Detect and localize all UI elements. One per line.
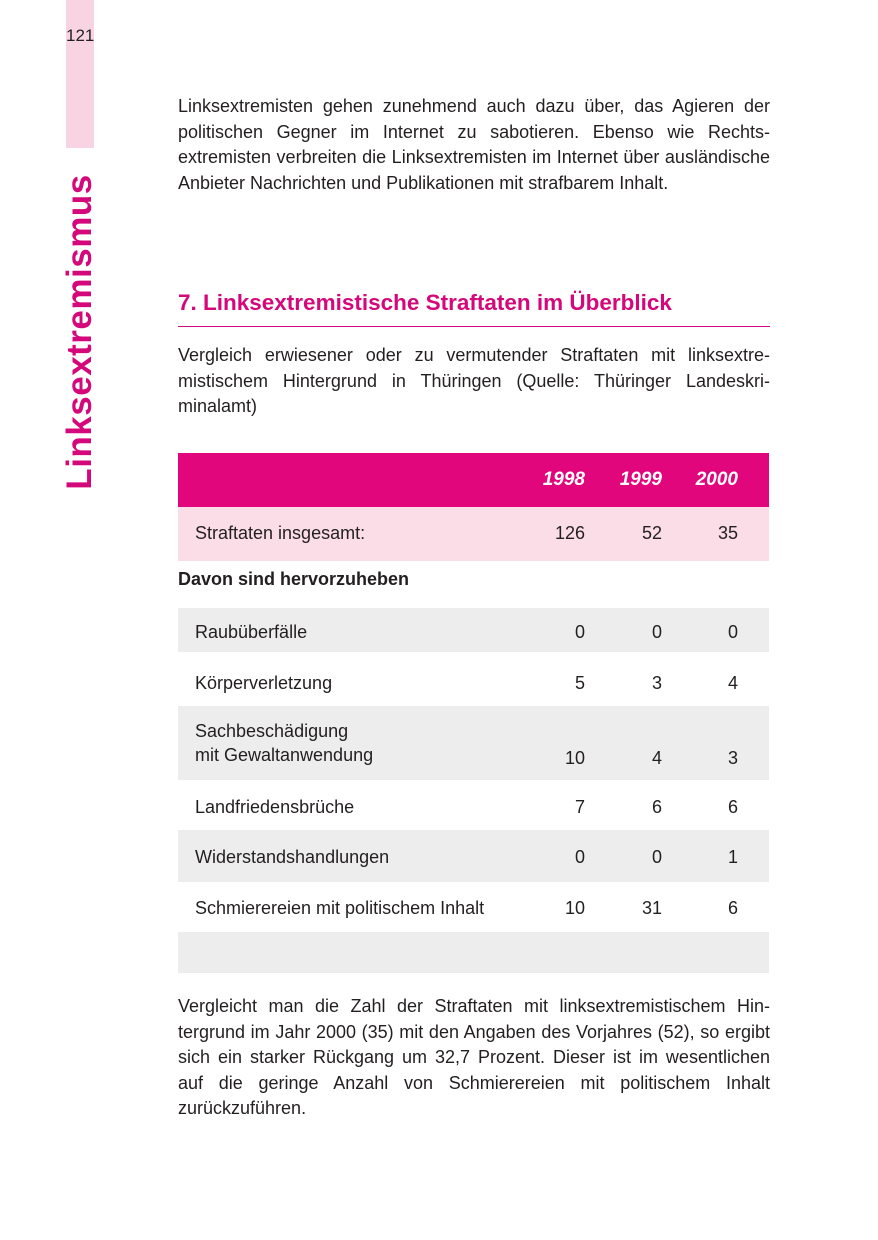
value-1999: 0 <box>651 847 662 867</box>
table-row <box>178 882 769 932</box>
value-2000: 3 <box>727 748 738 768</box>
page-number: 121 <box>66 26 95 45</box>
table-row <box>178 652 769 706</box>
row-label <box>195 719 373 767</box>
row-label-line-2: mit Gewaltanwendung <box>195 745 374 765</box>
value-1998: 5 <box>574 673 585 693</box>
value-1999: 6 <box>651 797 662 817</box>
value-1999: 0 <box>651 622 662 642</box>
row-label: Widerstandshandlungen <box>195 847 390 867</box>
row-label: Landfriedensbrüche <box>195 797 355 817</box>
table-header-row <box>178 453 769 507</box>
value-1998: 10 <box>564 748 585 768</box>
row-label: Körperverletzung <box>195 673 333 693</box>
total-1999: 52 <box>641 523 662 543</box>
value-2000: 1 <box>727 847 738 867</box>
value-1999: 4 <box>651 748 662 768</box>
value-2000: 6 <box>727 898 738 918</box>
row-label: Schmierereien mit politischem Inhalt <box>195 898 485 918</box>
value-2000: 4 <box>727 673 738 693</box>
value-1998: 10 <box>564 898 585 918</box>
value-1998: 0 <box>574 847 585 867</box>
intro-paragraph: Linksextremisten gehen zunehmend auch dazu über, das Agieren der politischen Gegner im Internet zu sabotieren. Ebenso wie Rechtsextremisten verbreiten die Linksextremisten im Internet über ausländische Anbieter Nachrichten und Publikationen mit strafbarem Inhalt. <box>178 96 770 193</box>
section-title-vertical: Linksextremismus <box>60 174 99 490</box>
total-row <box>178 507 769 561</box>
section-heading: 7. Linksextremistische Straftaten im Überblick <box>178 290 770 327</box>
year-header-1999: 1999 <box>619 469 662 490</box>
table-row <box>178 830 769 882</box>
value-2000: 6 <box>727 797 738 817</box>
row-label: Raubüberfälle <box>195 622 308 642</box>
table-subheading: Davon sind hervorzuheben <box>178 569 410 589</box>
total-2000: 35 <box>717 523 738 543</box>
total-label: Straftaten insgesamt: <box>195 523 366 543</box>
year-header-1998: 1998 <box>542 469 585 490</box>
table-row <box>178 706 769 780</box>
value-1998: 0 <box>574 622 585 642</box>
conclusion-paragraph: Vergleicht man die Zahl der Straftaten mit linksextremistischem Hintergrund im Jahr 2000 (35) mit den Angaben des Vorjahres (52), so ergibt sich ein starker Rückgang um 32,7 Prozent. Dieser ist im wesentlichen auf die geringe Anzahl von Schmierereien mit politischem Inhalt zurückzuführen. <box>178 996 770 1118</box>
value-1999: 31 <box>641 898 662 918</box>
table-footer-spacer <box>178 932 769 973</box>
value-1998: 7 <box>574 797 585 817</box>
table-row <box>178 608 769 652</box>
total-1998: 126 <box>554 523 585 543</box>
row-label-line-1: Sachbeschädigung <box>195 721 349 741</box>
table-row <box>178 780 769 830</box>
value-1999: 3 <box>651 673 662 693</box>
table-description: Vergleich erwiesener oder zu vermutender Straftaten mit linksextremistischem Hintergrund in Thüringen (Quelle: Thüringer Landeskriminalamt) <box>178 345 770 416</box>
year-header-2000: 2000 <box>695 469 738 490</box>
side-tab <box>66 0 94 148</box>
value-2000: 0 <box>727 622 738 642</box>
